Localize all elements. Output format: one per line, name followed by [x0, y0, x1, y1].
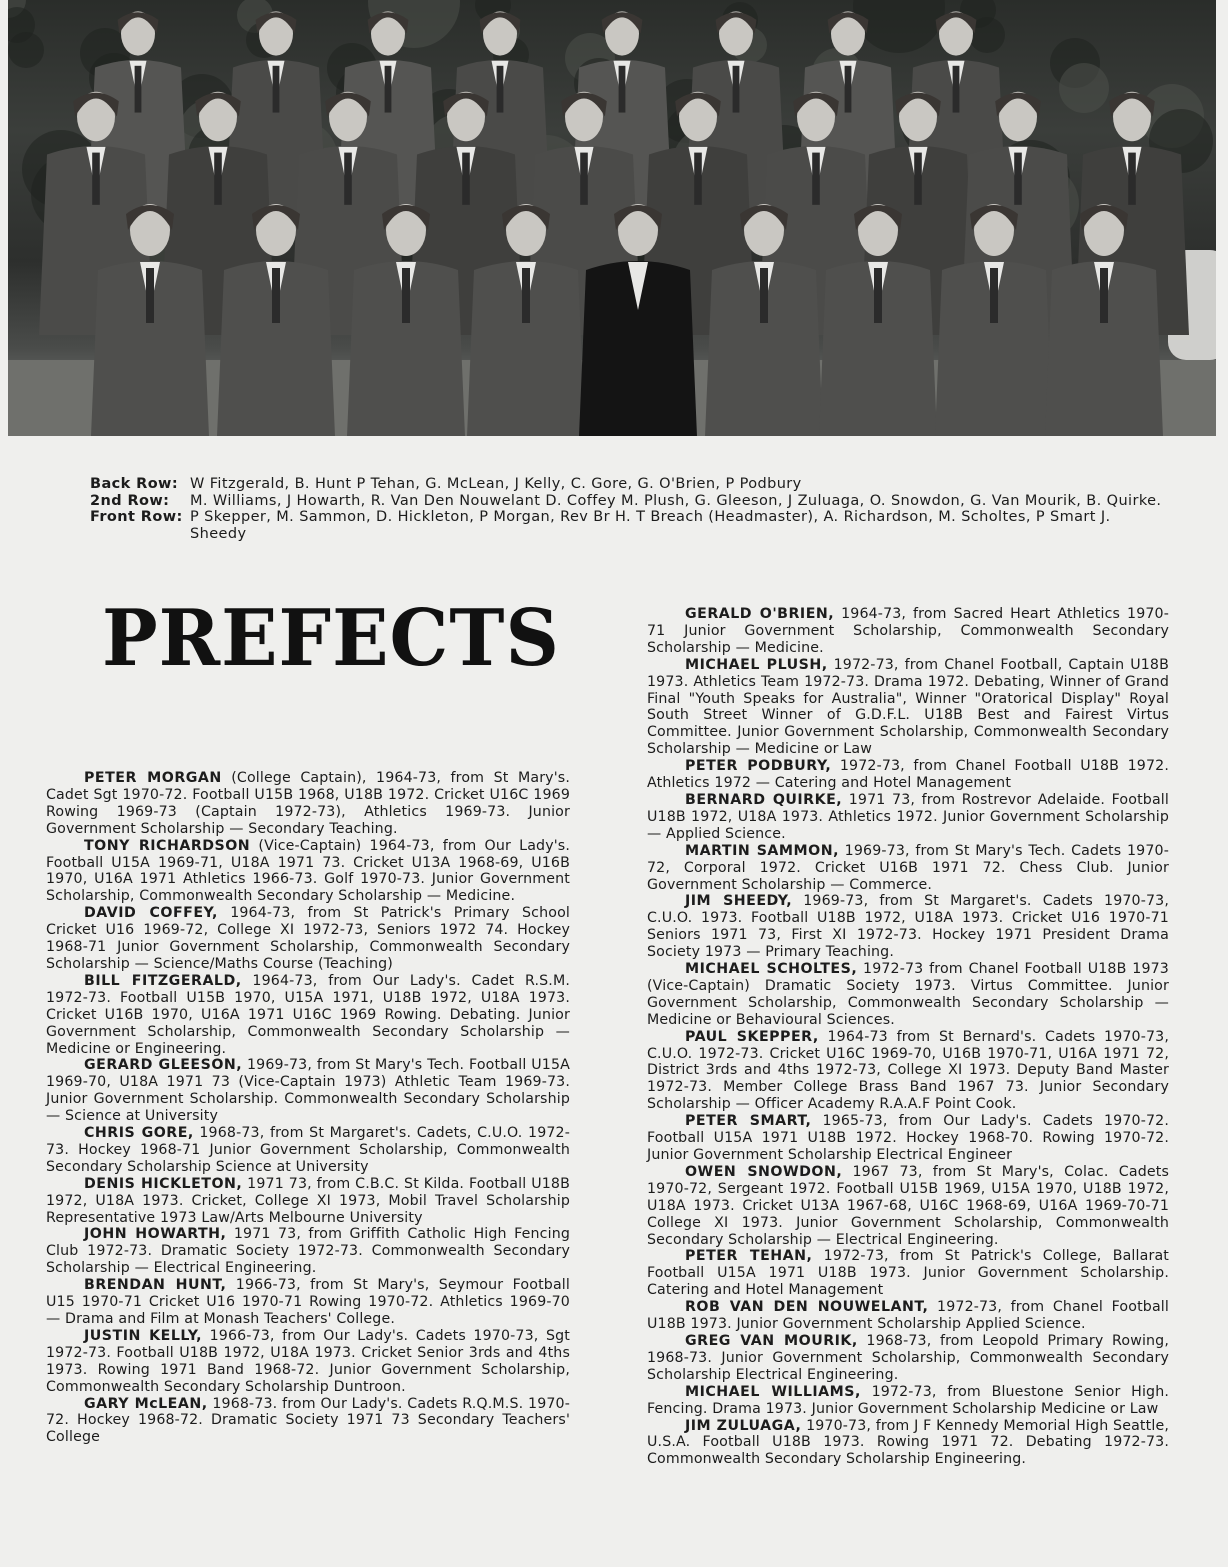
prefect-entry — [647, 961, 1169, 1029]
caption-label: 2nd Row: — [90, 492, 170, 509]
prefect-details: 1972-73 from Chanel Football U18B 1973 (Vice-Captain) Dramatic Society 1973. Virtus Committee. Junior Government Scholarship, Commonwealth Secondary Scholarship — Medicine or Behavioural Sciences. — [647, 961, 1169, 1028]
prefect-details: 1967 73, from St Mary's, Colac. Cadets 1970-72, Sergeant 1972. Football U15B 1969, U15A 1970, U18B 1972, U18A 1973. Cricket U13A 1967-68, U16C 1968-69, U16A 1969-70-71 College XI 1973. Junior Government Scholarship, Commonwealth Secondary Scholarship — Electrical Engineering. — [647, 1163, 1169, 1248]
caption-label: Front Row: — [90, 509, 183, 525]
photo-captions — [90, 476, 1170, 542]
caption-names: W Fitzgerald, B. Hunt P Tehan, G. McLean, J Kelly, C. Gore, G. O'Brien, P Podbury — [190, 476, 802, 492]
prefect-details: 1966-73, from Our Lady's. Cadets 1970-73, Sgt 1972-73. Football U18B 1972, U18A 1973. Cricket Senior 3rds and 4ths 1973. Rowing 1971 Band 1968-72. Junior Government Scholarship, Commonwealth Secondary Scholarship Duntroon. — [46, 1327, 570, 1395]
prefect-entry — [46, 770, 570, 838]
prefect-details: 1969-73, from St Margaret's. Cadets 1970-73, C.U.O. 1973. Football U18B 1972, U18A 1973. Cricket U16 1970-71 Seniors 1971 73, First XI 1972-73. Hockey 1971 President Drama Society 1973 — Primary Teaching. — [647, 893, 1170, 961]
caption-second-row — [90, 493, 1170, 510]
prefect-name: GREG VAN MOURIK, — [685, 1332, 858, 1349]
prefect-name: JUSTIN KELLY, — [84, 1327, 203, 1344]
prefect-entry — [647, 1164, 1169, 1249]
group-photo — [8, 0, 1216, 436]
prefect-details: 1972-73, from Chanel Football, Captain U18B 1973. Athletics Team 1972-73. Drama 1972. Debating, Winner of Grand Final "Youth Speaks for Australia", Winner "Oratorical Display" Royal South Street Winner of G.D.F.L. U18B Best and Fairest Virtus Committee. Junior Government Scholarship, Commonwealth Secondary Scholarship — Medicine or Law — [647, 656, 1169, 758]
prefect-name: JOHN HOWARTH, — [84, 1226, 227, 1243]
prefect-name: GERALD O'BRIEN, — [685, 606, 835, 622]
prefect-details: 1964-73 from St Bernard's. Cadets 1970-73, C.U.O. 1972-73. Cricket U16C 1969-70, U16B 1970-71, U16A 1971 72, District 3rds and 4ths 1972-73, College XI 1973. Deputy Band Master 1972-73. Member College Brass Band 1967 73. Junior Secondary Scholarship — Officer Academy R.A.A.F Point Cook. — [647, 1028, 1170, 1113]
prefect-entry — [647, 1299, 1169, 1333]
prefect-entry — [647, 792, 1169, 843]
prefect-entry — [46, 973, 570, 1058]
prefect-entry — [647, 606, 1169, 657]
prefect-name: PETER SMART, — [685, 1113, 812, 1130]
prefect-name: MARTIN SAMMON, — [685, 842, 839, 859]
prefect-name: TONY RICHARDSON — [84, 837, 251, 854]
prefect-entry — [46, 838, 570, 906]
prefect-name: BILL FITZGERALD, — [84, 972, 242, 989]
prefect-name: PETER TEHAN, — [685, 1248, 813, 1265]
prefect-details: 1969-73, from St Mary's Tech. Football U15A 1969-70, U18A 1971 73 (Vice-Captain 1973) Athletic Team 1969-73. Junior Government Scholarship. Commonwealth Secondary Scholarship — Science at University — [46, 1057, 570, 1125]
prefect-details: 1964-73, from St Patrick's Primary School Cricket U16 1969-72, College XI 1972-73, Seniors 1972 74. Hockey 1968-71 Junior Government Scholarship, Commonwealth Secondary Scholarship — Science/Maths Course (Teaching) — [46, 905, 570, 972]
prefect-entry — [647, 893, 1169, 961]
prefect-entry — [647, 1029, 1169, 1114]
prefect-details: 1965-73, from Our Lady's. Cadets 1970-72. Football U15A 1971 U18B 1972. Hockey 1968-70. Rowing 1970-72. Junior Government Scholarship Electrical Engineer — [647, 1113, 1169, 1163]
prefect-name: CHRIS GORE, — [84, 1125, 194, 1142]
prefect-entry — [46, 905, 570, 973]
prefect-details: 1972-73, from Bluestone Senior High. Fencing. Drama 1973. Junior Government Scholarship Medicine or Law — [647, 1383, 1170, 1417]
prefect-entry — [46, 1125, 570, 1176]
caption-names: P Skepper, M. Sammon, D. Hickleton, P Morgan, Rev Br H. T Breach (Headmaster), A. Richardson, M. Scholtes, P Smart J. Sheedy — [190, 509, 1111, 542]
prefect-details: 1971 73, from C.B.C. St Kilda. Football U18B 1972, U18A 1973. Cricket, College XI 1973, Mobil Travel Scholarship Representative 1973 Law/Arts Melbourne University — [46, 1175, 570, 1226]
prefect-entry — [647, 657, 1169, 758]
prefect-name: MICHAEL SCHOLTES, — [685, 961, 858, 978]
prefect-details: 1966-73, from St Mary's, Seymour Football U15 1970-71 Cricket U16 1970-71 Rowing 1970-72. Athletics 1969-70 — Drama and Film at Monash Teachers' College. — [46, 1277, 570, 1327]
prefect-name: PETER PODBURY, — [685, 758, 832, 775]
prefect-entry — [46, 1226, 570, 1277]
prefect-entry — [647, 1418, 1169, 1469]
prefect-details: 1972-73, from St Patrick's College, Ballarat Football U15A 1971 U18B 1973. Junior Government Scholarship. Catering and Hotel Management — [647, 1248, 1170, 1299]
prefect-entry — [46, 1328, 570, 1396]
prefect-details: 1972-73, from Chanel Football U18B 1972. Athletics 1972 — Catering and Hotel Management — [647, 758, 1170, 792]
caption-names: M. Williams, J Howarth, R. Van Den Nouwelant D. Coffey M. Plush, G. Gleeson, J Zuluaga, O. Snowdon, G. Van Mourik, B. Quirke. — [190, 492, 1162, 509]
prefect-entry — [46, 1396, 570, 1447]
prefect-entry — [46, 1176, 570, 1227]
prefect-name: GERARD GLEESON, — [84, 1057, 243, 1074]
prefect-entry — [647, 1113, 1169, 1164]
prefect-details: 1971 73, from Rostrevor Adelaide. Football U18B 1972, U18A 1973. Athletics 1972. Junior Government Scholarship — Applied Science. — [647, 791, 1169, 842]
prefect-details: (College Captain), 1964-73, from St Mary's. Cadet Sgt 1970-72. Football U15B 1968, U18B 1972. Cricket U16C 1969 Rowing 1969-73 (Captain 1972-73), Athletics 1969-73. Junior Government Scholarship — Secondary Teaching. — [46, 770, 570, 837]
prefect-name: BERNARD QUIRKE, — [685, 791, 843, 808]
prefect-details: 1968-73, from Leopold Primary Rowing, 1968-73. Junior Government Scholarship, Commonwealth Secondary Scholarship Electrical Engineering. — [647, 1332, 1169, 1383]
prefect-name: JIM SHEEDY, — [685, 893, 793, 910]
page-title: PREFECTS — [102, 593, 560, 685]
prefect-entry — [647, 758, 1169, 792]
prefect-name: GARY McLEAN, — [84, 1395, 208, 1412]
caption-back-row — [90, 476, 1170, 493]
prefect-details: 1972-73, from Chanel Football U18B 1973. Junior Government Scholarship Applied Science. — [647, 1299, 1169, 1333]
left-column — [46, 770, 570, 1446]
caption-front-row — [90, 509, 1170, 542]
prefect-details: 1964-73, from Our Lady's. Cadet R.S.M. 1972-73. Football U15B 1970, U15A 1971, U18B 1972, U18A 1973. Cricket U16B 1970, U16A 1971 U16C 1969 Rowing. Debating. Junior Government Scholarship, Commonwealth Secondary Scholarship — Medicine or Engineering. — [46, 972, 570, 1057]
prefect-details: 1964-73, from Sacred Heart Athletics 1970-71 Junior Government Scholarship, Commonwealth Secondary Scholarship — Medicine. — [647, 606, 1169, 656]
prefect-name: ROB VAN DEN NOUWELANT, — [685, 1299, 929, 1316]
prefect-name: PETER MORGAN — [84, 770, 222, 786]
prefect-entry — [647, 1384, 1169, 1418]
prefect-entry — [647, 1248, 1169, 1299]
prefect-entry — [46, 1057, 570, 1125]
prefect-entry — [647, 1333, 1169, 1384]
prefect-details: 1971 73, from Griffith Catholic High Fencing Club 1972-73. Dramatic Society 1972-73. Commonwealth Secondary Scholarship — Electrical Engineering. — [46, 1226, 571, 1277]
prefect-name: BRENDAN HUNT, — [84, 1277, 227, 1294]
prefect-name: OWEN SNOWDON, — [685, 1163, 843, 1180]
prefect-name: PAUL SKEPPER, — [685, 1028, 819, 1045]
group-photo-drawing — [8, 0, 1216, 436]
prefect-name: DENIS HICKLETON, — [84, 1175, 243, 1192]
prefect-entry — [647, 843, 1169, 894]
prefect-details: 1970-73, from J F Kennedy Memorial High Seattle, U.S.A. Football U18B 1973. Rowing 1971 72. Debating 1972-73. Commonwealth Secondary Scholarship Engineering. — [647, 1417, 1169, 1468]
prefect-details: (Vice-Captain) 1964-73, from Our Lady's. Football U15A 1969-71, U18A 1971 73. Cricket U13A 1968-69, U16B 1970, U16A 1971 Athletics 1966-73. Golf 1970-73. Junior Government Scholarship, Commonwealth Secondary Scholarship — Medicine. — [46, 837, 570, 905]
prefect-details: 1968-73. from Our Lady's. Cadets R.Q.M.S. 1970-72. Hockey 1968-72. Dramatic Society 1971 73 Secondary Teachers' College — [46, 1395, 570, 1446]
prefect-name: MICHAEL PLUSH, — [685, 656, 828, 673]
prefect-details: 1969-73, from St Mary's Tech. Cadets 1970-72, Corporal 1972. Cricket U16B 1971 72. Chess Club. Junior Government Scholarship — Commerce. — [647, 842, 1169, 893]
prefect-name: JIM ZULUAGA, — [685, 1417, 802, 1434]
prefect-details: 1968-73, from St Margaret's. Cadets, C.U.O. 1972-73. Hockey 1968-71 Junior Government Scholarship, Commonwealth Secondary Scholarship Science at University — [46, 1125, 571, 1175]
prefect-name: DAVID COFFEY, — [84, 905, 218, 922]
prefect-name: MICHAEL WILLIAMS, — [685, 1383, 861, 1400]
prefect-entry — [46, 1277, 570, 1328]
right-column — [647, 606, 1169, 1468]
caption-label: Back Row: — [90, 476, 179, 492]
